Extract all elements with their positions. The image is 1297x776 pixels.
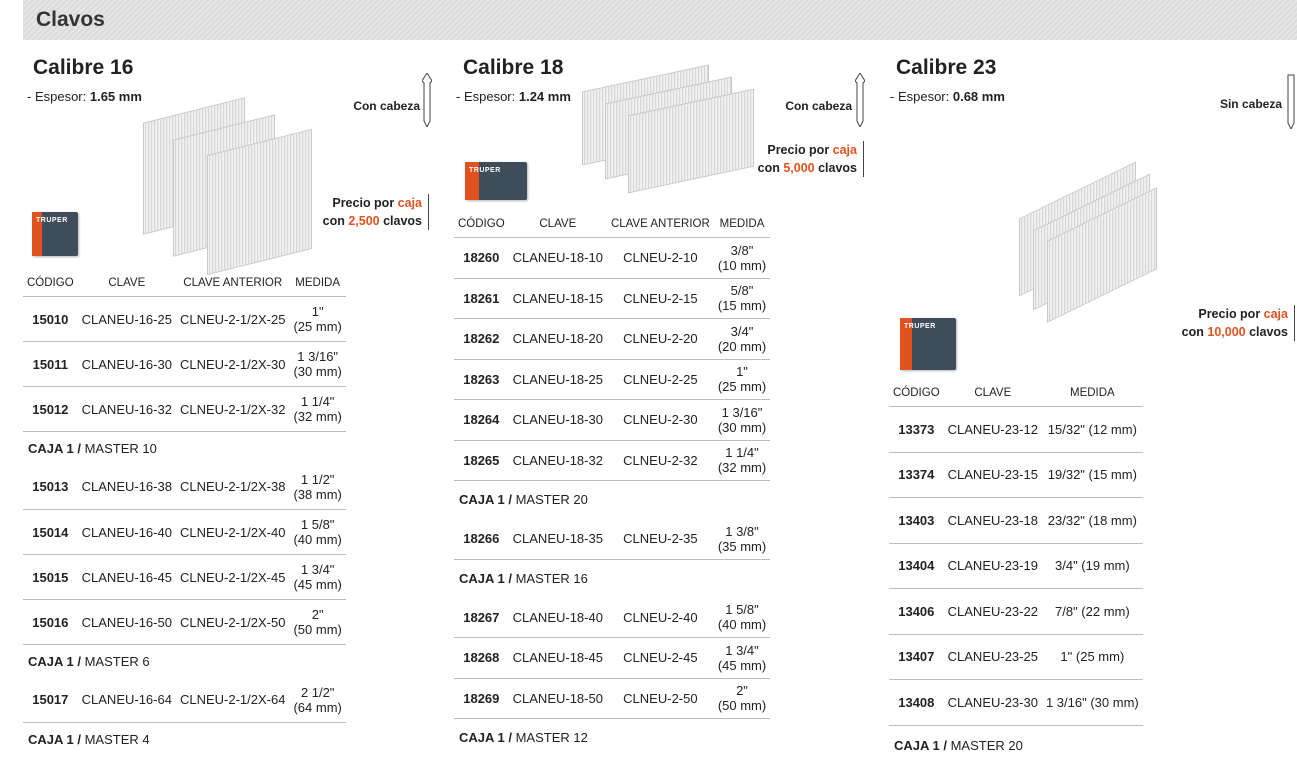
column-header: CÓDIGO [889, 380, 944, 407]
codigo-cell: 18263 [454, 359, 509, 400]
table-header-row [23, 270, 346, 297]
clave-cell: CLANEU-16-50 [78, 600, 176, 645]
medida-cell: 1 3/8" (35 mm) [714, 519, 770, 560]
table-row [454, 278, 770, 319]
clave-cell: CLANEU-18-15 [509, 278, 607, 319]
caja-master-row: CAJA 1 / MASTER 16 [459, 570, 588, 586]
section-title-23: Calibre 23 [896, 56, 997, 79]
medida-cell: 3/8" (10 mm) [714, 238, 770, 279]
clave-anterior-cell: CLNEU-2-40 [607, 597, 714, 638]
clave-cell: CLANEU-16-40 [78, 510, 176, 555]
column-header: CLAVE [78, 270, 176, 297]
clave-anterior-cell: CLNEU-2-1/2X-30 [176, 342, 290, 387]
medida-cell: 1 3/4" (45 mm) [289, 555, 345, 600]
column-header: MEDIDA [289, 270, 345, 297]
truper-box-icon: TRUPER [465, 162, 527, 200]
column-header: CÓDIGO [454, 211, 509, 238]
table-row [454, 359, 770, 400]
clave-cell: CLANEU-16-25 [78, 297, 176, 342]
codigo-cell: 13406 [889, 589, 944, 635]
clave-cell: CLANEU-16-64 [78, 678, 176, 723]
espesor-23: - Espesor: 0.68 mm [890, 89, 1005, 104]
clave-cell: CLANEU-18-25 [509, 359, 607, 400]
clave-cell: CLANEU-18-50 [509, 678, 607, 719]
clave-anterior-cell: CLNEU-2-1/2X-64 [176, 678, 290, 723]
table-row [454, 638, 770, 679]
clave-cell: CLANEU-18-32 [509, 440, 607, 481]
medida-cell: 1 5/8" (40 mm) [714, 597, 770, 638]
medida-cell: 1 3/16" (30 mm) [1042, 680, 1143, 726]
table-row [23, 342, 346, 387]
head-label-18: Con cabeza [785, 99, 852, 113]
table-row [889, 452, 1143, 498]
codigo-cell: 18261 [454, 278, 509, 319]
clave-anterior-cell: CLNEU-2-1/2X-45 [176, 555, 290, 600]
medida-cell: 1" (25 mm) [289, 297, 345, 342]
table-header-row [889, 380, 1143, 407]
clave-anterior-cell: CLNEU-2-30 [607, 400, 714, 441]
medida-cell: 3/4" (20 mm) [714, 319, 770, 360]
table-row [889, 589, 1143, 635]
caja-master-row: CAJA 1 / MASTER 6 [28, 653, 150, 669]
medida-cell: 23/32" (18 mm) [1042, 498, 1143, 544]
nail-strips-image-16 [140, 82, 315, 257]
clave-cell: CLANEU-18-30 [509, 400, 607, 441]
table-row [889, 680, 1143, 726]
table-calibre-23 [889, 380, 1143, 765]
clave-cell: CLANEU-23-25 [944, 634, 1042, 680]
clave-anterior-cell: CLNEU-2-1/2X-50 [176, 600, 290, 645]
table-row [889, 634, 1143, 680]
truper-box-icon: TRUPER [32, 212, 78, 256]
table-calibre-18 [454, 211, 770, 757]
column-header: CLAVE ANTERIOR [176, 270, 290, 297]
section-title-18: Calibre 18 [463, 56, 564, 79]
medida-cell: 2" (50 mm) [289, 600, 345, 645]
clave-anterior-cell: CLNEU-2-20 [607, 319, 714, 360]
truper-box-icon: TRUPER [900, 318, 956, 370]
codigo-cell: 18262 [454, 319, 509, 360]
table-row [454, 400, 770, 441]
column-header: CLAVE [509, 211, 607, 238]
codigo-cell: 15017 [23, 678, 78, 723]
table-row [889, 407, 1143, 453]
clave-cell: CLANEU-23-19 [944, 543, 1042, 589]
table-row [454, 238, 770, 279]
medida-cell: 1 5/8" (40 mm) [289, 510, 345, 555]
clave-anterior-cell: CLNEU-2-1/2X-32 [176, 387, 290, 432]
clave-cell: CLANEU-18-10 [509, 238, 607, 279]
table-row [23, 465, 346, 510]
codigo-cell: 13403 [889, 498, 944, 544]
clave-anterior-cell: CLNEU-2-1/2X-25 [176, 297, 290, 342]
table-row [454, 519, 770, 560]
clave-cell: CLANEU-23-30 [944, 680, 1042, 726]
codigo-cell: 18266 [454, 519, 509, 560]
clave-cell: CLANEU-23-12 [944, 407, 1042, 453]
medida-cell: 5/8" (15 mm) [714, 278, 770, 319]
codigo-cell: 15011 [23, 342, 78, 387]
codigo-cell: 15010 [23, 297, 78, 342]
medida-cell: 15/32" (12 mm) [1042, 407, 1143, 453]
codigo-cell: 13374 [889, 452, 944, 498]
head-label-16: Con cabeza [353, 99, 420, 113]
table-row [454, 597, 770, 638]
clave-anterior-cell: CLNEU-2-50 [607, 678, 714, 719]
price-note-23: Precio por caja con 10,000 clavos [1166, 305, 1295, 341]
nail-with-head-icon [422, 73, 432, 127]
table-row [454, 440, 770, 481]
clave-cell: CLANEU-18-20 [509, 319, 607, 360]
clave-anterior-cell: CLNEU-2-15 [607, 278, 714, 319]
codigo-cell: 18264 [454, 400, 509, 441]
clave-cell: CLANEU-23-18 [944, 498, 1042, 544]
table-header-row [454, 211, 770, 238]
table-row [23, 600, 346, 645]
table-row [23, 555, 346, 600]
nail-strips-image-18 [580, 60, 755, 200]
clave-cell: CLANEU-16-45 [78, 555, 176, 600]
caja-master-row: CAJA 1 / MASTER 20 [894, 737, 1023, 753]
espesor-18: - Espesor: 1.24 mm [456, 89, 571, 104]
clave-cell: CLANEU-23-15 [944, 452, 1042, 498]
clave-anterior-cell: CLNEU-2-45 [607, 638, 714, 679]
table-calibre-16 [23, 270, 346, 756]
table-row [23, 297, 346, 342]
medida-cell: 1 1/4" (32 mm) [289, 387, 345, 432]
medida-cell: 1 3/16" (30 mm) [289, 342, 345, 387]
medida-cell: 1" (25 mm) [714, 359, 770, 400]
clave-anterior-cell: CLNEU-2-10 [607, 238, 714, 279]
clave-anterior-cell: CLNEU-2-1/2X-38 [176, 465, 290, 510]
codigo-cell: 18260 [454, 238, 509, 279]
caja-master-row: CAJA 1 / MASTER 20 [459, 492, 588, 508]
clave-anterior-cell: CLNEU-2-1/2X-40 [176, 510, 290, 555]
page-title: Clavos [36, 8, 105, 31]
codigo-cell: 18269 [454, 678, 509, 719]
codigo-cell: 18268 [454, 638, 509, 679]
table-row [23, 387, 346, 432]
clave-cell: CLANEU-23-22 [944, 589, 1042, 635]
clave-cell: CLANEU-18-40 [509, 597, 607, 638]
clave-cell: CLANEU-16-32 [78, 387, 176, 432]
clave-anterior-cell: CLNEU-2-32 [607, 440, 714, 481]
nail-without-head-icon [1286, 73, 1296, 129]
codigo-cell: 15013 [23, 465, 78, 510]
clave-anterior-cell: CLNEU-2-35 [607, 519, 714, 560]
table-row [889, 543, 1143, 589]
table-row [454, 319, 770, 360]
medida-cell: 7/8" (22 mm) [1042, 589, 1143, 635]
medida-cell: 1 3/4" (45 mm) [714, 638, 770, 679]
clave-anterior-cell: CLNEU-2-25 [607, 359, 714, 400]
clave-cell: CLANEU-16-30 [78, 342, 176, 387]
clave-cell: CLANEU-18-35 [509, 519, 607, 560]
head-label-23: Sin cabeza [1219, 97, 1282, 111]
codigo-cell: 15014 [23, 510, 78, 555]
column-header: MEDIDA [714, 211, 770, 238]
price-note-16: Precio por caja con 2,500 clavos [300, 194, 429, 230]
codigo-cell: 13407 [889, 634, 944, 680]
clave-cell: CLANEU-16-38 [78, 465, 176, 510]
medida-cell: 1 1/4" (32 mm) [714, 440, 770, 481]
codigo-cell: 13404 [889, 543, 944, 589]
table-row [889, 498, 1143, 544]
table-row [454, 678, 770, 719]
codigo-cell: 13373 [889, 407, 944, 453]
medida-cell: 1 3/16" (30 mm) [714, 400, 770, 441]
caja-master-row: CAJA 1 / MASTER 4 [28, 731, 150, 747]
medida-cell: 19/32" (15 mm) [1042, 452, 1143, 498]
caja-master-row: CAJA 1 / MASTER 12 [459, 730, 588, 746]
medida-cell: 1 1/2" (38 mm) [289, 465, 345, 510]
clave-cell: CLANEU-18-45 [509, 638, 607, 679]
medida-cell: 2 1/2" (64 mm) [289, 678, 345, 723]
column-header: CLAVE [944, 380, 1042, 407]
column-header: CLAVE ANTERIOR [607, 211, 714, 238]
table-row [23, 678, 346, 723]
medida-cell: 2" (50 mm) [714, 678, 770, 719]
nail-with-head-icon [855, 73, 865, 127]
codigo-cell: 15012 [23, 387, 78, 432]
section-title-16: Calibre 16 [33, 56, 134, 79]
header-bar [23, 0, 1297, 40]
medida-cell: 3/4" (19 mm) [1042, 543, 1143, 589]
medida-cell: 1" (25 mm) [1042, 634, 1143, 680]
caja-master-row: CAJA 1 / MASTER 10 [28, 440, 157, 456]
table-row [23, 510, 346, 555]
codigo-cell: 13408 [889, 680, 944, 726]
codigo-cell: 18267 [454, 597, 509, 638]
codigo-cell: 15016 [23, 600, 78, 645]
nail-strips-image-23 [1015, 160, 1160, 300]
column-header: CÓDIGO [23, 270, 78, 297]
codigo-cell: 18265 [454, 440, 509, 481]
codigo-cell: 15015 [23, 555, 78, 600]
price-note-18: Precio por caja con 5,000 clavos [735, 141, 864, 177]
column-header: MEDIDA [1042, 380, 1143, 407]
espesor-16: - Espesor: 1.65 mm [27, 89, 142, 104]
